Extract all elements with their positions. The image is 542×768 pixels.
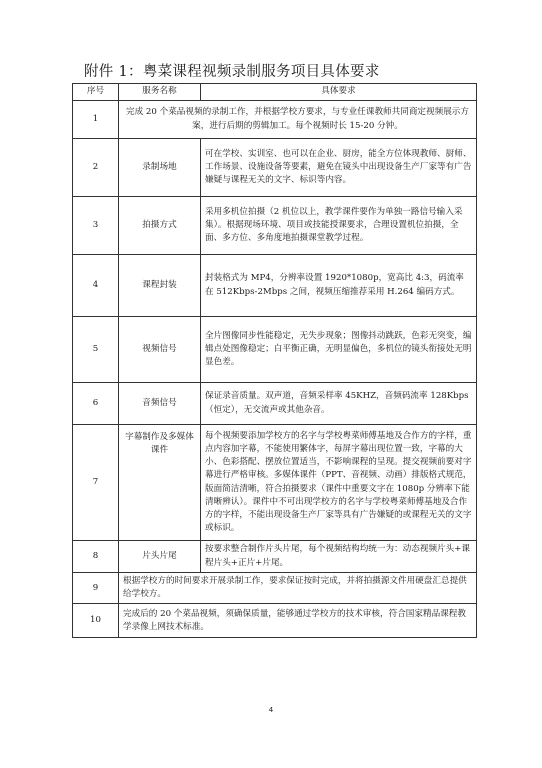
table-row xyxy=(73,541,477,573)
row-requirement: 按要求整合制作片头片尾，每个视频结构均统一为：动态视频片头+课程片头+正片+片尾。 xyxy=(201,541,477,573)
row-requirement: 完成 20 个菜品视频的录制工作，并根据学校方要求，与专业任课教师共同商定视频展示方案，进行后期的剪辑加工。每个视频时长 15-20 分钟。 xyxy=(119,101,477,139)
table-row xyxy=(73,604,477,638)
row-requirement: 封装格式为 MP4，分辨率设置 1920*1080p，宽高比 4:3，码流率在 512Kbps-2Mbps 之间，视频压缩推荐采用 H.264 编码方式。 xyxy=(201,255,477,317)
table-row xyxy=(73,573,477,604)
row-requirement: 采用多机位拍摄（2 机位以上，教学课件要作为单独一路信号输入采集）。根据现场环境、项目或技能授课要求，合理设置机位拍摄，全面、多方位、多角度地拍摄课堂教学过程。 xyxy=(201,197,477,255)
table-row xyxy=(73,383,477,425)
row-number: 1 xyxy=(73,101,119,139)
row-requirement: 每个视频要添加学校方的名字与学校粤菜师傅基地及合作方的字样，重点内容加字幕，不能使用繁体字，每屏字幕出现位置一致，字幕的大小、色彩搭配、摆放位置适当，不影响课程的呈现。提交视频前要对字幕进行严格审核。多媒体课件（PPT、音视频、动画）排版格式规范，版面简洁清晰，符合拍摄要求（课件中重要文字在 1080p 分辨率下能清晰辨认）。课件中不可出现学校方的名字与学校粤菜师傅基地及合作方的字样，不能出现设备生产厂家等具有广告嫌疑的或课程无关的文字或标识。 xyxy=(201,425,477,541)
row-service-name: 录制场地 xyxy=(119,139,201,197)
table-row xyxy=(73,255,477,317)
page-title: 附件 1：粤菜课程视频录制服务项目具体要求 xyxy=(84,64,380,80)
header-requirements: 具体要求 xyxy=(201,84,477,101)
row-service-name: 音频信号 xyxy=(119,383,201,425)
row-number: 8 xyxy=(73,541,119,573)
row-service-name: 拍摄方式 xyxy=(119,197,201,255)
row-service-name: 片头片尾 xyxy=(119,541,201,573)
header-service-name: 服务名称 xyxy=(119,84,201,101)
table-row xyxy=(73,139,477,197)
row-requirement: 完成后的 20 个菜品视频，须确保质量，能够通过学校方的技术审核，符合国家精品课程教学录像上网技术标准。 xyxy=(119,604,477,638)
page-number: 4 xyxy=(268,706,274,714)
row-requirement: 保证录音质量。双声道，音频采样率 45KHZ，音频码流率 128Kbps（恒定），无交流声或其他杂音。 xyxy=(201,383,477,425)
row-number: 4 xyxy=(73,255,119,317)
requirements-table xyxy=(72,83,477,638)
row-number: 6 xyxy=(73,383,119,425)
table-row xyxy=(73,197,477,255)
row-service-name: 字幕制作及多媒体课件 xyxy=(119,425,201,541)
row-requirement: 全片图像同步性能稳定，无失步现象；图像抖动跳跃，色彩无突变，编辑点处图像稳定；白平衡正确，无明显偏色，多机位的镜头衔接处无明显色差。 xyxy=(201,317,477,383)
row-number: 10 xyxy=(73,604,119,638)
row-number: 9 xyxy=(73,573,119,604)
table-row xyxy=(73,317,477,383)
table-row xyxy=(73,425,477,541)
row-number: 7 xyxy=(73,425,119,541)
row-service-name: 课程封装 xyxy=(119,255,201,317)
row-service-name: 视频信号 xyxy=(119,317,201,383)
row-number: 5 xyxy=(73,317,119,383)
row-requirement: 可在学校、实训室、也可以在企业、厨房，能全方位体现教师、厨师、工作场景、设施设备等要素，避免在镜头中出现设备生产厂家等有广告嫌疑与课程无关的文字、标识等内容。 xyxy=(201,139,477,197)
table-header-row xyxy=(73,84,477,101)
header-no: 序号 xyxy=(73,84,119,101)
row-number: 3 xyxy=(73,197,119,255)
row-requirement: 根据学校方的时间要求开展录制工作，要求保证按时完成，并将拍摄源文件用硬盘汇总提供给学校方。 xyxy=(119,573,477,604)
row-number: 2 xyxy=(73,139,119,197)
table-row xyxy=(73,101,477,139)
